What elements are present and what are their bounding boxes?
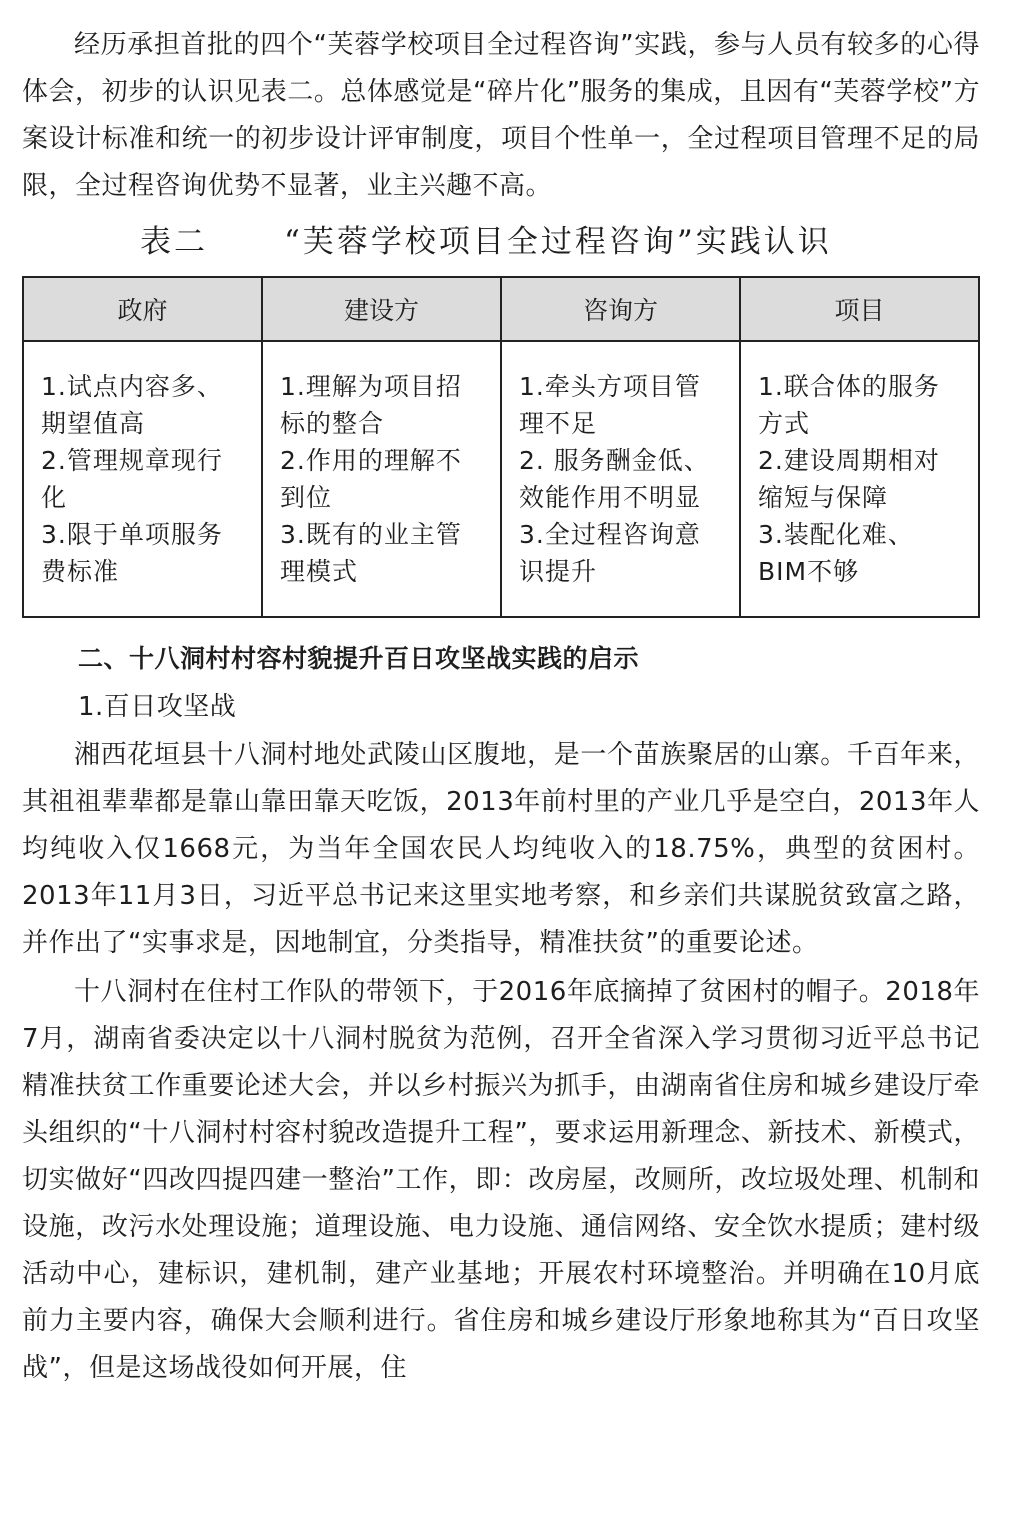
section-heading: 二、十八洞村村容村貌提升百日攻坚战实践的启示 (78, 644, 640, 673)
cell-government (23, 341, 262, 617)
table-caption-title: “芙蓉学校项目全过程咨询”实践认识 (284, 224, 832, 260)
header-government: 政府 (23, 277, 262, 341)
body-paragraph-campaign: 十八洞村在住村工作队的带领下，于2016年底摘掉了贫困村的帽子。2018年7月，湖南省委决定以十八洞村脱贫为范例，召开全省深入学习贯彻习近平总书记精准扶贫工作重要论述大会，并以乡村振兴为抓手，由湖南省住房和城乡建设厅牵头组织的“十八洞村村容村貌改造提升工程”，要求运用新理念、新技术、新模式，切实做好“四改四提四建一整治”工作，即：改房屋，改厕所，改垃圾处理、机制和设施，改污水处理设施；道理设施、电力设施、通信网络、安全饮水提质；建村级活动中心，建标识，建机制，建产业基地；开展农村环境整治。并明确在10月底前力主要内容，确保大会顺利进行。省住房和城乡建设厅形象地称其为“百日攻坚战”，但是这场战役如何开展，住 (22, 977, 980, 1383)
cell-item: 1.理解为项目招标的整合 (280, 372, 462, 438)
table-caption (22, 220, 980, 264)
cell-item: 3.限于单项服务费标准 (41, 520, 223, 586)
cell-developer (262, 341, 501, 617)
table-row (23, 341, 979, 617)
intro-paragraph: 经历承担首批的四个“芙蓉学校项目全过程咨询”实践，参与人员有较多的心得体会，初步的认识见表二。总体感觉是“碎片化”服务的集成，且因有“芙蓉学校”方案设计标准和统一的初步设计评审制度，项目个性单一，全过程项目管理不足的局限，全过程咨询优势不显著，业主兴趣不高。 (22, 30, 980, 201)
practice-table (22, 276, 980, 618)
cell-item: 1.联合体的服务方式 (758, 372, 940, 438)
cell-item: 2.管理规章现行化 (41, 446, 223, 512)
header-consultant: 咨询方 (501, 277, 740, 341)
table-header-row (23, 277, 979, 341)
table-caption-label: 表二 (140, 224, 208, 260)
cell-item: 2. 服务酬金低、效能作用不明显 (519, 446, 710, 512)
cell-item: 1.牵头方项目管理不足 (519, 372, 701, 438)
sub-heading: 1.百日攻坚战 (78, 692, 237, 722)
cell-item: 2.作用的理解不到位 (280, 446, 462, 512)
cell-item: 3.全过程咨询意识提升 (519, 520, 701, 586)
cell-item: 2.建设周期相对缩短与保障 (758, 446, 940, 512)
header-project: 项目 (740, 277, 979, 341)
cell-consultant (501, 341, 740, 617)
cell-item: 1.试点内容多、期望值高 (41, 372, 223, 438)
cell-item: 3.装配化难、BIM不够 (758, 520, 914, 586)
header-developer: 建设方 (262, 277, 501, 341)
cell-item: 3.既有的业主管理模式 (280, 520, 462, 586)
body-paragraph-village: 湘西花垣县十八洞村地处武陵山区腹地，是一个苗族聚居的山寨。千百年来，其祖祖辈辈都是靠山靠田靠天吃饭，2013年前村里的产业几乎是空白，2013年人均纯收入仅1668元，为当年全国农民人均纯收入的18.75%，典型的贫困村。2013年11月3日，习近平总书记来这里实地考察，和乡亲们共谋脱贫致富之路，并作出了“实事求是，因地制宜，分类指导，精准扶贫”的重要论述。 (22, 740, 980, 958)
cell-project (740, 341, 979, 617)
document-page (22, 22, 980, 1392)
